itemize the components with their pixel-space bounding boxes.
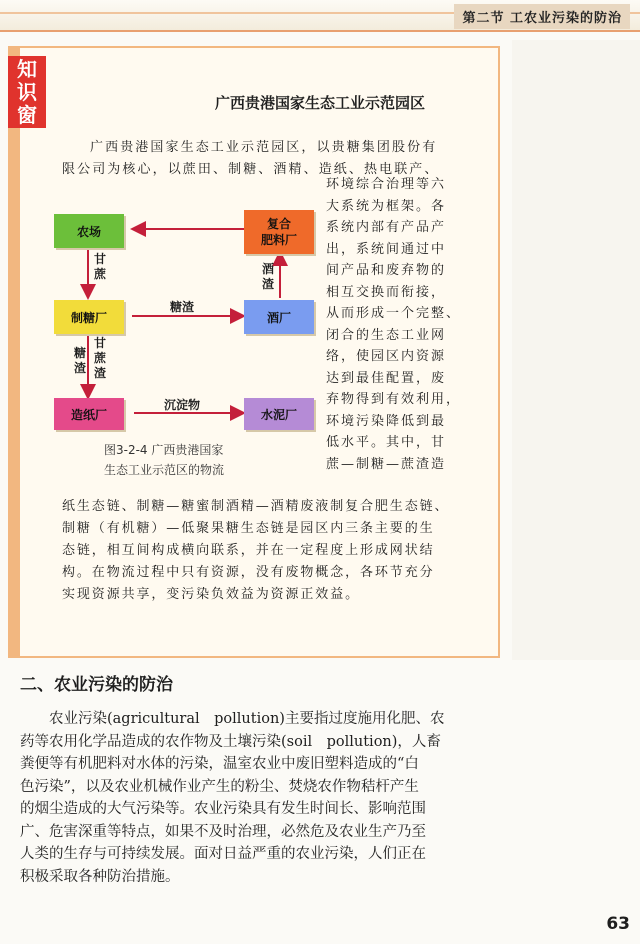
bottom-line: 纸生态链、制糖—糖蜜制酒精—酒精废液制复合肥生态链、 <box>62 499 450 514</box>
node-fertilizer-line: 复合 <box>266 217 291 231</box>
label-char: 蔗 <box>94 267 107 281</box>
label-char: 渣 <box>74 361 87 375</box>
label-molasses-residue-vertical <box>74 346 86 376</box>
bottom-line: 实现资源共享，变污染负效益为资源正效益。 <box>62 587 361 602</box>
label-char: 甘 <box>94 252 107 266</box>
node-distillery: 酒厂 <box>244 300 314 334</box>
side-line: 弃物得到有效利用， <box>326 392 462 407</box>
label-sugarcane <box>94 252 106 282</box>
side-line: 从而形成一个完整、 <box>326 306 462 321</box>
node-fertilizer-plant <box>244 210 314 254</box>
caption-line: 图3-2-4 广西贵港国家 <box>104 443 224 457</box>
body-line: 粪便等有机肥料对水体的污染，温室农业中废旧塑料造成的“白 <box>20 756 419 772</box>
label-char: 渣 <box>94 366 107 380</box>
body-line: 药等农用化学品造成的农作物及土壤污染(soil pollution)，人畜 <box>20 733 441 750</box>
bottom-line: 态链，相互间构成横向联系，并在一定程度上形成网状结 <box>62 543 435 558</box>
side-line: 间产品和废弃物的 <box>326 263 447 278</box>
intro-line: 广西贵港国家生态工业示范园区，以贵糖集团股份有 <box>90 140 438 155</box>
side-line: 系统内部有产品产 <box>326 220 447 235</box>
side-line: 低水平。其中，甘 <box>326 435 447 450</box>
body-line: 积极采取各种防治措施。 <box>20 868 180 885</box>
label-bagasse <box>94 336 106 381</box>
bottom-line: 制糖（有机糖）—低聚果糖生态链是园区内三条主要的生 <box>62 521 435 536</box>
intro-line: 限公司为核心，以蔗田、制糖、酒精、造纸、热电联产、 <box>62 162 440 177</box>
side-line: 达到最佳配置，废 <box>326 370 447 386</box>
side-line: 蔗—制糖—蔗渣造 <box>326 456 447 472</box>
figure-caption <box>104 440 274 480</box>
label-vinasse <box>262 262 274 292</box>
label-molasses-residue: 糖渣 <box>170 300 195 314</box>
node-farm: 农场 <box>54 214 124 248</box>
section-heading: 二、农业污染的防治 <box>20 675 173 695</box>
node-fertilizer-line: 肥料厂 <box>260 233 297 247</box>
node-sugar-mill: 制糖厂 <box>54 300 124 334</box>
body-line: 广、危害深重等特点，如果不及时治理，必然危及农业生产乃至 <box>20 823 426 840</box>
label-char: 酒 <box>262 262 275 276</box>
caption-line: 生态工业示范区的物流 <box>104 463 225 477</box>
side-line: 大系统为框架。各 <box>326 198 447 214</box>
tag-char: 知 <box>17 57 37 81</box>
box-title: 广西贵港国家生态工业示范园区 <box>214 94 425 112</box>
side-line: 闭合的生态工业网 <box>326 327 447 343</box>
bottom-line: 构。在物流过程中只有资源，没有废物概念，各环节充分 <box>62 565 435 580</box>
label-char: 甘 <box>94 336 107 350</box>
body-line: 农业污染(agricultural pollution)主要指过度施用化肥、农 <box>20 711 445 727</box>
label-char: 蔗 <box>94 351 107 365</box>
side-line: 相互交换而衔接， <box>326 284 447 300</box>
side-line: 环境综合治理等六 <box>326 177 447 192</box>
page-number: 63 <box>606 914 630 934</box>
node-paper-mill: 造纸厂 <box>54 398 124 430</box>
side-line: 出，系统间通过中 <box>326 241 447 257</box>
body-line: 色污染”，以及农业机械作业产生的粉尘、焚烧农作物秸杆产生 <box>20 778 419 795</box>
label-char: 糖 <box>74 346 87 360</box>
side-line: 环境污染降低到最 <box>326 413 447 429</box>
body-paragraph <box>20 708 620 888</box>
tag-char: 识 <box>17 80 37 104</box>
chapter-title: 第二节 工农业污染的防治 <box>454 4 630 29</box>
side-line: 络，使园区内资源 <box>326 349 447 364</box>
tag-char: 窗 <box>17 103 37 127</box>
box-bottom-paragraph <box>62 496 449 606</box>
body-line: 人类的生存与可持续发展。面对日益严重的农业污染，人们正在 <box>20 846 426 862</box>
body-line: 的烟尘造成的大气污染等。农业污染具有发生时间长、影响范围 <box>20 801 426 817</box>
node-cement-plant: 水泥厂 <box>244 398 314 430</box>
label-char: 渣 <box>262 277 275 291</box>
label-sediment: 沉淀物 <box>164 398 201 412</box>
